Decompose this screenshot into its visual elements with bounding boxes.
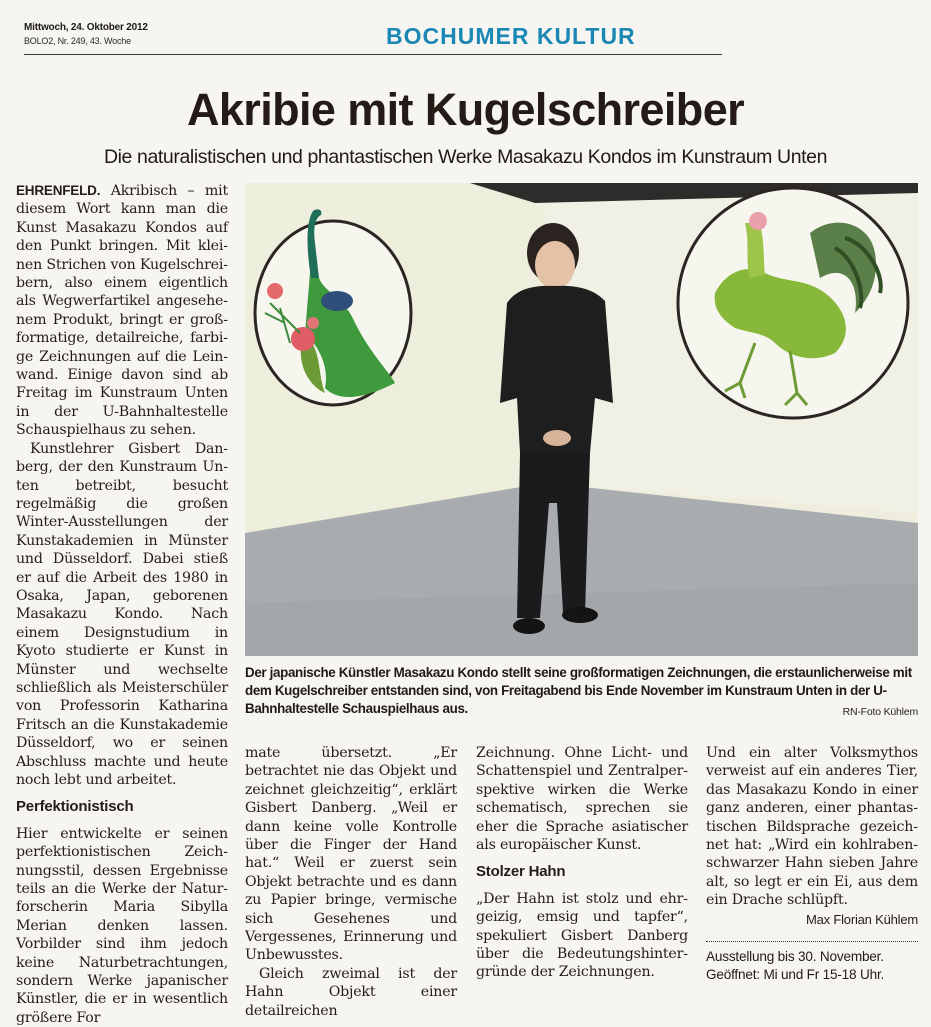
column-3 xyxy=(476,744,688,982)
paragraph-4-continued: Zeichnung. Ohne Licht- und Schattenspiel und Zentralperspektive wirken die Werke schematisch, sprechen sie eher die Sprache asiatischer als europäischer Kunst. xyxy=(476,745,688,854)
paragraph-1-text: Akribisch – mit diesem Wort kann man die Kunst Masakazu Kondos auf den Punkt bringen. Mit kleinen Strichen von Kugelschreibern, also einem eigentlich als Wegwerfartikel angesehenem Produkt, bringt er großformatige, detailreiche, farbige Zeichnungen auf die Leinwand. Einige davon sind ab Freitag im Kunstraum Unten in der U-Bahnhaltestelle Schauspielhaus zu sehen. xyxy=(16,183,228,439)
subheading-perfektionistisch: Perfektionistisch xyxy=(16,798,134,816)
column-4 xyxy=(706,744,918,983)
issue-date: Mittwoch, 24. Oktober 2012 xyxy=(24,22,148,33)
article-photo xyxy=(245,183,918,656)
dateline: EHRENFELD. xyxy=(16,183,101,198)
masthead xyxy=(24,22,722,55)
subheading-stolzer-hahn: Stolzer Hahn xyxy=(476,863,566,881)
subheadline: Die naturalistischen und phantastischen Werke Masakazu Kondos im Kunstraum Unten xyxy=(103,146,828,168)
gallery-photo-illustration xyxy=(245,183,918,656)
column-2 xyxy=(245,744,457,1020)
dotted-divider xyxy=(706,941,918,942)
paragraph-2: Kunstlehrer Gisbert Danberg, der den Kunstraum Unten betreibt, besucht regelmäßig die großen Winter-Ausstellungen der Kunstakademien in Münster und Düsseldorf. Dabei stieß er auf die Arbeit des 1980 in Osaka, Japan, geborenen Masakazu Kondo. Nach einem Designstudium in Kyoto studierte er Kunst in Münster und wechselte schließlich als Meisterschüler von Professorin Katharina Fritsch an die Kunstakademie Düsseldorf, wo er seinen Abschluss machte und heute noch lebt und arbeitet. xyxy=(16,440,228,788)
rooster-drawing xyxy=(678,188,908,418)
paragraph-3-continued: mate übersetzt. „Er betrachtet nie das Objekt und zeichnet gleichzeitig“, erklärt Gisbert Danberg. „Weil er dann keine volle Kontrolle über die Finger der Hand hat.“ Weil er zuerst sein Objekt betrachte und es dann zu Papier bringe, vermische sich Gesehenes und Vergessenes, Erinnerung und Unbewusstes. xyxy=(245,745,457,964)
paragraph-1 xyxy=(16,182,228,440)
photo-credit: RN-Foto Kühlem xyxy=(842,706,918,718)
issue-number: BOLO2, Nr. 249, 43. Woche xyxy=(24,36,131,46)
section-title: BOCHUMER KULTUR xyxy=(386,23,636,49)
paragraph-6: Und ein alter Volksmythos verweist auf ein anderes Tier, das Masakazu Kondo in einer ganz anderen, einer phantastischen Bildsprache gezeichnet hat: „Wird ein kohlrabenschwarzer Hahn sieben Jahre alt, so legt er ein Ei, aus dem ein Drache schlüpft. xyxy=(706,745,918,909)
exhibition-dates: Ausstellung bis 30. November. xyxy=(706,949,884,965)
paragraph-3: Hier entwickelte er seinen perfektionistischen Zeichnungsstil, dessen Ergebnisse teils an die Werke der Naturforscherin Maria Sibylla Merian denken lassen. Vorbilder sind ihm jedoch keine Naturbetrachtungen, sondern Werke japanischer Künstler, die er in wesentlich größere For xyxy=(16,825,228,1026)
headline: Akribie mit Kugelschreiber xyxy=(186,84,745,135)
paragraph-4: Gleich zweimal ist der Hahn Objekt einer detailreichen xyxy=(245,965,457,1019)
opening-hours: Geöffnet: Mi und Fr 15-18 Uhr. xyxy=(706,966,885,982)
column-1 xyxy=(16,182,228,1027)
photo-caption: Der japanische Künstler Masakazu Kondo stellt seine großformatigen Zeichnungen, die erstaunlicherweise mit dem Kugelschreiber entstanden sind, von Freitagabend bis Ende November im Kunstraum Unten in der U-Bahnhaltestelle Schauspielhaus aus. xyxy=(245,665,912,716)
paragraph-5: „Der Hahn ist stolz und ehrgeizig, emsig und tapfer“, spekuliert Gisbert Danberg über die Bedeutungshintergründe der Zeichnungen. xyxy=(476,890,688,981)
author-byline: Max Florian Kühlem xyxy=(806,911,918,927)
